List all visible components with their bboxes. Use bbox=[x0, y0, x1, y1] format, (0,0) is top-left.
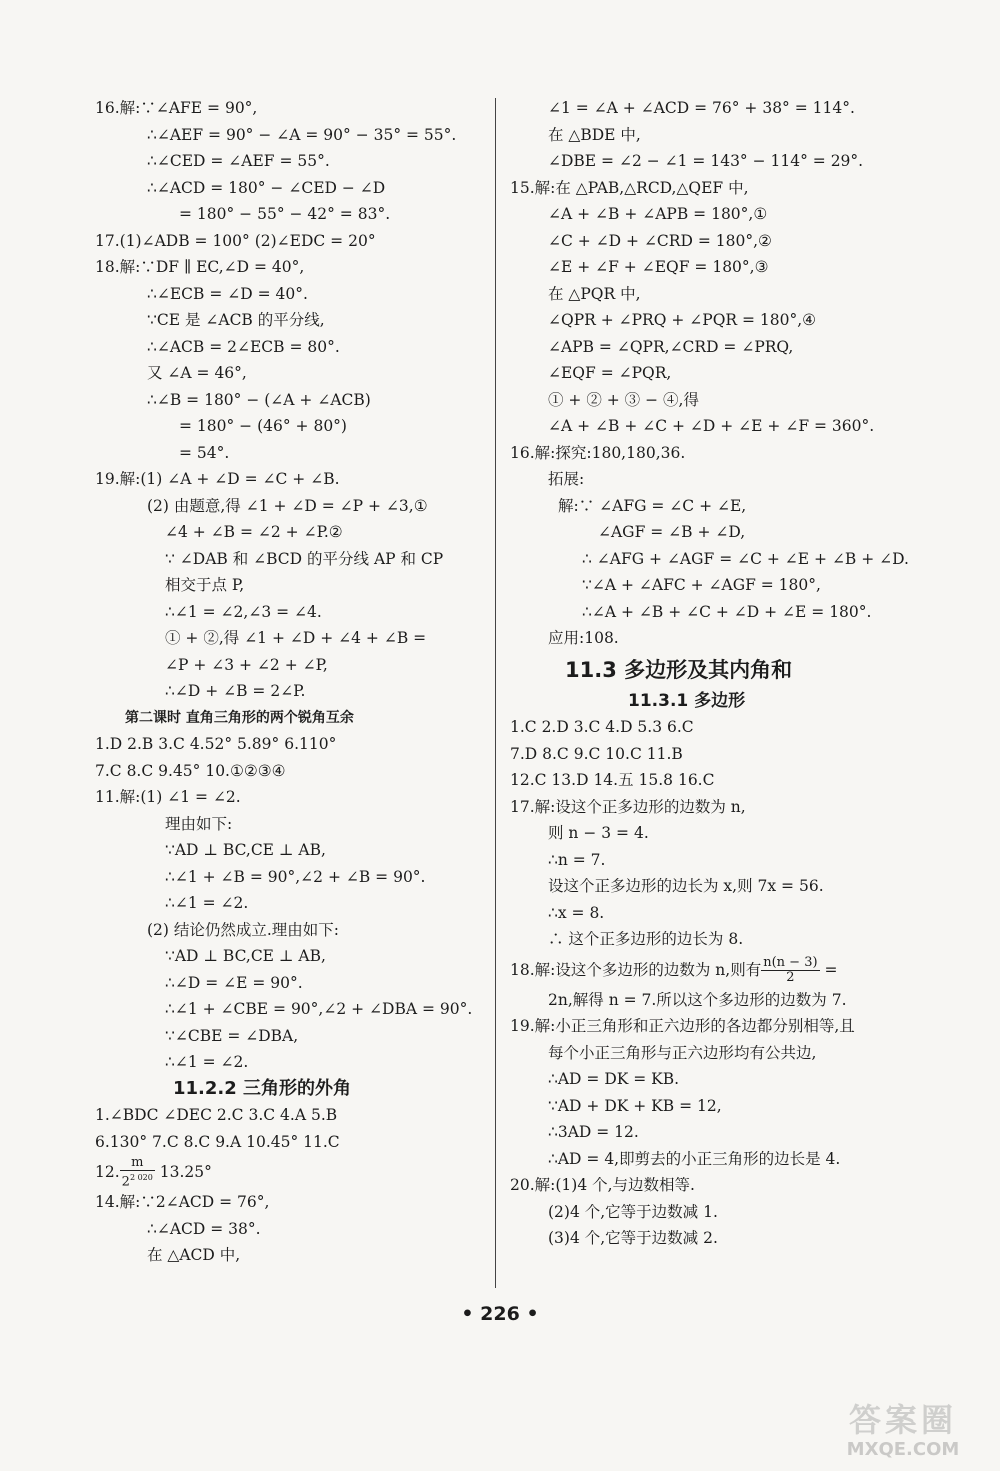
answer-line: ∴∠ACD = 180° − ∠CED − ∠D bbox=[147, 178, 386, 197]
answer-line: ∠C + ∠D + ∠CRD = 180°,② bbox=[548, 231, 772, 250]
answer-line: ∴∠AEF = 90° − ∠A = 90° − 35° = 55°. bbox=[147, 125, 457, 144]
answer-line: ∴∠1 = ∠2. bbox=[165, 894, 249, 912]
answer-line: ∴ ∠AFG + ∠AGF = ∠C + ∠E + ∠B + ∠D. bbox=[582, 549, 909, 568]
denominator-base: 2 bbox=[121, 1174, 130, 1190]
answer-line: ∵AD ⊥ BC,CE ⊥ AB, bbox=[165, 947, 326, 965]
answer-line: 相交于点 P, bbox=[165, 576, 245, 594]
answer-text: 13.25° bbox=[154, 1163, 212, 1181]
answer-line: 拓展: bbox=[548, 470, 585, 488]
answer-line: ∴∠ACD = 38°. bbox=[147, 1219, 261, 1238]
answer-line: ∠AGF = ∠B + ∠D, bbox=[598, 523, 746, 541]
answer-line: ∴∠ECB = ∠D = 40°. bbox=[147, 284, 308, 303]
answer-line bbox=[510, 953, 910, 987]
watermark-logo bbox=[818, 1395, 988, 1463]
answer-line: ∠A + ∠B + ∠APB = 180°,① bbox=[548, 205, 768, 223]
answer-line: ∴x = 8. bbox=[548, 903, 605, 922]
answer-line: 2n,解得 n = 7.所以这个多边形的边数为 7. bbox=[548, 990, 847, 1009]
section-heading: 11.3 多边形及其内角和 bbox=[565, 657, 793, 682]
answer-line: (2) 由题意,得 ∠1 + ∠D = ∠P + ∠3,① bbox=[147, 496, 428, 515]
answer-line: ∵∠A + ∠AFC + ∠AGF = 180°, bbox=[582, 576, 821, 594]
answer-line: ∴AD = 4,即剪去的小正三角形的边长是 4. bbox=[548, 1149, 841, 1168]
answer-line: ∵CE 是 ∠ACB 的平分线, bbox=[147, 311, 325, 329]
answer-line: ∠P + ∠3 + ∠2 + ∠P, bbox=[165, 655, 328, 674]
answer-line: ∠1 = ∠A + ∠ACD = 76° + 38° = 114°. bbox=[548, 99, 855, 117]
answer-line: 19.解:(1) ∠A + ∠D = ∠C + ∠B. bbox=[95, 470, 340, 488]
answer-line: 16.解:∵∠AFE = 90°, bbox=[95, 99, 258, 117]
page-number: • 226 • bbox=[461, 1303, 539, 1325]
answer-text: = bbox=[819, 960, 838, 979]
answer-line: ∠APB = ∠QPR,∠CRD = ∠PRQ, bbox=[548, 337, 794, 356]
left-column bbox=[95, 95, 487, 1269]
answer-line: 在 △ACD 中, bbox=[147, 1246, 241, 1264]
answer-line: 17.(1)∠ADB = 100° (2)∠EDC = 20° bbox=[95, 231, 376, 250]
answer-line: 在 △PQR 中, bbox=[548, 284, 641, 303]
answer-line: ∴3AD = 12. bbox=[548, 1123, 639, 1141]
answer-line: ∠EQF = ∠PQR, bbox=[548, 364, 672, 382]
answer-line: 15.解:在 △PAB,△RCD,△QEF 中, bbox=[510, 178, 749, 197]
fraction-denominator bbox=[761, 971, 819, 985]
answer-line: 11.解:(1) ∠1 = ∠2. bbox=[95, 788, 241, 806]
answer-line: (3)4 个,它等于边数减 2. bbox=[548, 1229, 718, 1247]
answer-line: 18.解:∵DF ∥ EC,∠D = 40°, bbox=[95, 258, 305, 276]
answer-line: ∠4 + ∠B = ∠2 + ∠P.② bbox=[165, 523, 343, 541]
answer-line: 理由如下: bbox=[165, 814, 233, 833]
answer-line: 16.解:探究:180,180,36. bbox=[510, 443, 686, 462]
answer-line: 20.解:(1)4 个,与边数相等. bbox=[510, 1176, 695, 1194]
answer-line: ∴∠B = 180° − (∠A + ∠ACB) bbox=[147, 390, 371, 409]
answer-line: ① + ②,得 ∠1 + ∠D + ∠4 + ∠B = bbox=[165, 629, 427, 647]
fraction-denominator bbox=[120, 1171, 155, 1189]
answer-line: ∴∠1 + ∠B = 90°,∠2 + ∠B = 90°. bbox=[165, 867, 426, 886]
fraction-numerator: m bbox=[120, 1156, 155, 1171]
answer-line: 1.∠BDC ∠DEC 2.C 3.C 4.A 5.B bbox=[95, 1106, 338, 1124]
answer-line bbox=[95, 1155, 487, 1189]
answer-line: ∴∠D + ∠B = 2∠P. bbox=[165, 682, 306, 700]
answer-line: ∵∠CBE = ∠DBA, bbox=[165, 1026, 299, 1045]
denominator-base: 2 bbox=[786, 970, 795, 985]
fraction bbox=[761, 956, 819, 985]
answer-line: = 54°. bbox=[179, 443, 230, 462]
section-heading: 11.3.1 多边形 bbox=[628, 690, 746, 711]
answer-line: ∴∠D = ∠E = 90°. bbox=[165, 973, 303, 992]
answer-line: = 180° − 55° − 42° = 83°. bbox=[179, 205, 391, 223]
answer-line: ∠DBE = ∠2 − ∠1 = 143° − 114° = 29°. bbox=[548, 152, 864, 170]
answer-line: = 180° − (46° + 80°) bbox=[179, 417, 347, 435]
denominator-exponent: 2 020 bbox=[129, 1173, 153, 1183]
answer-line: 又 ∠A = 46°, bbox=[147, 364, 247, 382]
answer-line: ∴n = 7. bbox=[548, 850, 606, 869]
answer-line: ∴∠1 = ∠2,∠3 = ∠4. bbox=[165, 602, 322, 621]
answer-line: 则 n − 3 = 4. bbox=[548, 824, 649, 842]
watermark-url: MXQE.COM bbox=[846, 1439, 960, 1460]
answer-line: ① + ② + ③ − ④,得 bbox=[548, 390, 699, 409]
answer-line: 19.解:小正三角形和正六边形的各边都分别相等,且 bbox=[510, 1017, 855, 1035]
answer-line: 应用:108. bbox=[548, 629, 619, 647]
answer-text: 18.解:设这个多边形的边数为 n,则有 bbox=[510, 960, 762, 979]
section-heading: 第二课时 直角三角形的两个锐角互余 bbox=[125, 709, 354, 726]
answer-line: (2)4 个,它等于边数减 1. bbox=[548, 1202, 718, 1221]
answer-text: 12. bbox=[95, 1163, 120, 1181]
answer-line: ∵ ∠DAB 和 ∠BCD 的平分线 AP 和 CP bbox=[165, 549, 444, 568]
answer-line: 17.解:设这个正多边形的边数为 n, bbox=[510, 797, 746, 816]
answer-line: 在 △BDE 中, bbox=[548, 125, 641, 144]
right-column bbox=[510, 95, 910, 1252]
answer-line: ∴AD = DK = KB. bbox=[548, 1070, 680, 1088]
answer-line: 6.130° 7.C 8.C 9.A 10.45° 11.C bbox=[95, 1132, 340, 1151]
answer-line: 14.解:∵2∠ACD = 76°, bbox=[95, 1193, 270, 1211]
answer-line: ∵AD + DK + KB = 12, bbox=[548, 1096, 722, 1115]
answer-line: 1.D 2.B 3.C 4.52° 5.89° 6.110° bbox=[95, 735, 337, 753]
answer-line: 1.C 2.D 3.C 4.D 5.3 6.C bbox=[510, 718, 694, 736]
answer-line: ∴ 这个正多边形的边长为 8. bbox=[548, 930, 744, 948]
answer-line: 每个小正三角形与正六边形均有公共边, bbox=[548, 1043, 817, 1062]
fraction-numerator: n(n − 3) bbox=[763, 955, 818, 970]
answer-line: ∴∠A + ∠B + ∠C + ∠D + ∠E = 180°. bbox=[582, 602, 872, 621]
answer-line: ∴∠ACB = 2∠ECB = 80°. bbox=[147, 337, 340, 356]
answer-line: (2) 结论仍然成立.理由如下: bbox=[147, 920, 340, 939]
answer-line: ∴∠CED = ∠AEF = 55°. bbox=[147, 152, 330, 170]
answer-line: ∴∠1 = ∠2. bbox=[165, 1053, 249, 1071]
answer-line: ∠E + ∠F + ∠EQF = 180°,③ bbox=[548, 258, 769, 276]
column-divider bbox=[495, 98, 496, 1288]
section-heading: 11.2.2 三角形的外角 bbox=[173, 1077, 352, 1099]
answer-line: ∴∠1 + ∠CBE = 90°,∠2 + ∠DBA = 90°. bbox=[165, 1000, 473, 1018]
answer-line: ∠A + ∠B + ∠C + ∠D + ∠E + ∠F = 360°. bbox=[548, 417, 875, 435]
fraction bbox=[120, 1156, 155, 1189]
answer-line: ∠QPR + ∠PRQ + ∠PQR = 180°,④ bbox=[548, 311, 817, 329]
answer-line: 解:∵ ∠AFG = ∠C + ∠E, bbox=[558, 496, 747, 515]
watermark-logo-text: 答案圈 bbox=[848, 1401, 957, 1439]
answer-line: ∵AD ⊥ BC,CE ⊥ AB, bbox=[165, 841, 326, 859]
answer-line: 设这个正多边形的边长为 x,则 7x = 56. bbox=[548, 877, 824, 895]
answer-line: 12.C 13.D 14.五 15.8 16.C bbox=[510, 771, 715, 789]
answer-line: 7.D 8.C 9.C 10.C 11.B bbox=[510, 744, 683, 763]
answer-line: 7.C 8.C 9.45° 10.①②③④ bbox=[95, 761, 286, 780]
